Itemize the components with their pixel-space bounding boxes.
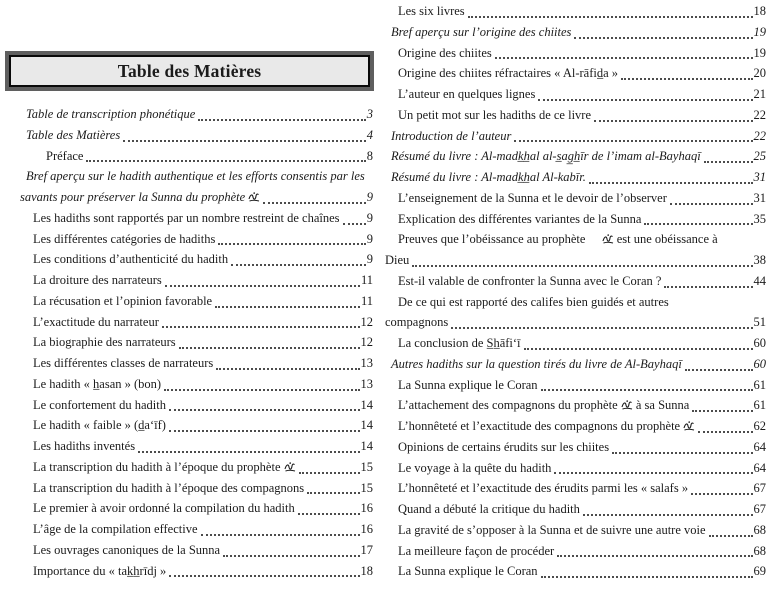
dot-leader xyxy=(698,431,752,433)
pbuh-glyph xyxy=(683,421,695,431)
toc-entry xyxy=(20,519,373,540)
toc-entry xyxy=(385,167,766,188)
toc-entry xyxy=(20,104,373,125)
page-number: 38 xyxy=(753,253,766,267)
dot-leader xyxy=(223,555,359,557)
toc-entry-title: Les différentes catégories de hadiths xyxy=(33,231,216,246)
toc-entry-title: Importance du « tak̲h̲rīdj » xyxy=(33,563,167,578)
dot-leader xyxy=(541,389,753,391)
toc-entry-title: Explication des différentes variantes de la Sunna xyxy=(398,211,642,226)
dot-leader xyxy=(495,57,753,59)
toc-entry xyxy=(385,458,766,479)
dot-leader xyxy=(538,99,752,101)
toc-entry xyxy=(20,312,373,333)
toc-entry xyxy=(20,291,373,312)
dot-leader xyxy=(704,161,753,163)
toc-entry-title: Les ouvrages canoniques de la Sunna xyxy=(33,542,221,557)
dot-leader xyxy=(299,472,360,474)
toc-title-box xyxy=(5,51,374,91)
page-number: 22 xyxy=(753,128,766,143)
toc-entry-title: Table de transcription phonétique xyxy=(26,107,196,121)
page-number: 61 xyxy=(753,398,766,413)
dot-leader xyxy=(709,535,753,537)
toc-entry xyxy=(385,333,766,354)
toc-entry xyxy=(20,478,373,499)
toc-entry xyxy=(20,332,373,353)
page-number: 4 xyxy=(366,127,373,142)
toc-entry-title: Le confortement du hadith xyxy=(33,397,166,412)
toc-entry-title: L’âge de la compilation effective xyxy=(33,522,198,536)
toc-entry xyxy=(385,478,766,499)
page-number: 25 xyxy=(753,149,766,164)
dot-leader xyxy=(216,368,359,370)
dot-leader xyxy=(179,347,360,349)
toc-entry-title: La droiture des narrateurs xyxy=(33,273,162,287)
page-number: 16 xyxy=(360,522,373,536)
toc-entry-title: La meilleure façon de procéder xyxy=(398,543,555,558)
pbuh-glyph xyxy=(248,192,260,202)
page-number: 15 xyxy=(360,459,373,474)
toc-entry xyxy=(385,63,766,84)
dot-leader xyxy=(664,286,752,288)
page-number: 19 xyxy=(753,24,766,39)
page-number: 9 xyxy=(366,190,373,204)
page-number: 16 xyxy=(360,501,373,516)
toc-entry-title: Quand a débuté la critique du hadith xyxy=(398,502,580,516)
page-number: 3 xyxy=(366,107,373,121)
dot-leader xyxy=(169,575,359,577)
dot-leader xyxy=(612,452,752,454)
dot-leader xyxy=(514,140,752,142)
dot-leader xyxy=(307,492,359,494)
toc-entry xyxy=(20,229,373,250)
page-number: 11 xyxy=(360,273,373,287)
page-number: 51 xyxy=(753,315,766,330)
toc-entry xyxy=(385,499,766,520)
toc-entry-title: L’enseignement de la Sunna et le devoir de l’observer xyxy=(398,190,667,205)
dot-leader xyxy=(169,430,360,432)
toc-entry-title: Les six livres xyxy=(398,4,465,18)
toc-entry-title: Résumé du livre : Al-madk̲h̲al Al-kabīr. xyxy=(391,170,586,184)
dot-leader xyxy=(685,369,753,371)
toc-entry-title: Dieu xyxy=(385,253,410,267)
dot-leader xyxy=(691,493,752,495)
toc-entry-title: Les conditions d’authenticité du hadith xyxy=(33,252,229,267)
toc-entry-title: La récusation et l’opinion favorable xyxy=(33,293,213,308)
dot-leader xyxy=(670,203,753,205)
dot-leader xyxy=(169,409,360,411)
page-number: 18 xyxy=(360,563,373,578)
page-number: 60 xyxy=(753,336,766,350)
toc-entry-title: L’attachement des compagnons du prophète à sa Sunna xyxy=(398,398,690,413)
toc-entry-title: Les hadiths inventés xyxy=(33,439,136,453)
page-number: 67 xyxy=(753,481,766,496)
toc-column-left xyxy=(20,104,373,581)
page-number: 62 xyxy=(753,419,766,433)
dot-leader xyxy=(692,410,752,412)
dot-leader xyxy=(162,326,360,328)
toc-entry-title: La Sunna explique le Coran xyxy=(398,377,538,392)
page-number: 8 xyxy=(366,148,373,163)
toc-entry-title: Origine des chiites xyxy=(398,45,492,60)
dot-leader xyxy=(123,140,366,142)
toc-entry-title: savants pour préserver la Sunna du prophète xyxy=(20,187,260,208)
page-number: 68 xyxy=(753,543,766,558)
dot-leader xyxy=(583,514,753,516)
page-number: 9 xyxy=(366,252,373,267)
pbuh-glyph xyxy=(284,462,296,472)
dot-leader xyxy=(164,389,359,391)
page-number: 9 xyxy=(366,210,373,225)
toc-entry xyxy=(385,395,766,416)
page-number: 17 xyxy=(360,542,373,557)
toc-entry xyxy=(385,354,766,375)
dot-leader xyxy=(621,78,752,80)
page-number: 31 xyxy=(753,190,766,205)
toc-entry xyxy=(385,146,766,167)
toc-title: Table des Matières xyxy=(9,55,370,87)
dot-leader xyxy=(218,243,365,245)
toc-entry xyxy=(20,125,373,146)
toc-entry-title: Le hadith « h̲asan » (bon) xyxy=(33,376,162,391)
toc-entry xyxy=(20,395,373,416)
dot-leader xyxy=(298,513,360,515)
dot-leader xyxy=(451,327,752,329)
toc-entry xyxy=(20,415,373,436)
toc-entry-title: Préface xyxy=(46,148,84,163)
toc-entry xyxy=(20,374,373,395)
pbuh-glyph xyxy=(621,400,633,410)
page-number: 14 xyxy=(360,439,373,453)
dot-leader xyxy=(343,223,366,225)
toc-entry xyxy=(20,166,373,208)
dot-leader xyxy=(412,265,752,267)
toc-entry-title: Bref aperçu sur l’origine des chiites xyxy=(391,24,572,39)
page-number: 35 xyxy=(753,211,766,226)
toc-entry xyxy=(385,105,766,126)
page-number: 20 xyxy=(753,66,766,81)
page-number: 12 xyxy=(360,314,373,329)
toc-column-right xyxy=(385,1,766,582)
dot-leader xyxy=(231,264,366,266)
toc-entry-title: La transcription du hadith à l’époque du prophète xyxy=(20,457,296,478)
toc-entry-title: La Sunna explique le Coran xyxy=(398,564,538,579)
toc-entry-line1: De ce qui est rapporté des califes bien guidés et autres xyxy=(398,294,669,309)
toc-entry xyxy=(385,43,766,64)
page-number: 21 xyxy=(753,87,766,101)
dot-leader xyxy=(198,119,365,121)
toc-entry-title: Un petit mot sur les hadiths de ce livre xyxy=(398,107,592,122)
toc-entry-title: Le voyage à la quête du hadith xyxy=(398,460,552,475)
dot-leader xyxy=(201,534,360,536)
toc-entry-title: La conclusion de S̲h̲āfi‘ī xyxy=(398,336,521,350)
page-number: 22 xyxy=(753,107,766,122)
page-number: 13 xyxy=(360,376,373,391)
toc-entry xyxy=(385,1,766,22)
page-number: 18 xyxy=(753,4,766,18)
dot-leader xyxy=(554,472,752,474)
page-number: 9 xyxy=(366,231,373,246)
toc-entry-title: Introduction de l’auteur xyxy=(391,128,512,143)
page-number: 64 xyxy=(753,439,766,454)
dot-leader xyxy=(594,120,752,122)
toc-entry xyxy=(385,22,766,43)
toc-entry xyxy=(20,436,373,457)
dot-leader xyxy=(557,555,752,557)
page-number: 12 xyxy=(360,335,373,350)
toc-entry xyxy=(20,270,373,291)
dot-leader xyxy=(574,37,752,39)
toc-entry xyxy=(385,541,766,562)
toc-entry-title: La biographie des narrateurs xyxy=(33,335,176,350)
toc-entry xyxy=(20,208,373,229)
dot-leader xyxy=(589,182,753,184)
toc-entry-title: L’auteur en quelques lignes xyxy=(398,87,536,101)
toc-entry xyxy=(385,126,766,147)
toc-entry-title: Est-il valable de confronter la Sunna avec le Coran ? xyxy=(398,273,662,288)
toc-entry-title: L’honnêteté et l’exactitude des érudits parmi les « salafs » xyxy=(398,481,689,496)
toc-entry xyxy=(385,437,766,458)
page-number: 14 xyxy=(360,397,373,412)
toc-entry xyxy=(385,375,766,396)
toc-entry-title: Autres hadiths sur la question tirés du livre de Al-Bayhaqī xyxy=(391,356,682,371)
page-number: 61 xyxy=(753,377,766,392)
toc-entry-title: La transcription du hadith à l’époque des compagnons xyxy=(33,480,305,495)
toc-entry-title: Le hadith « faible » (d̲a‘īf) xyxy=(33,418,166,433)
toc-entry xyxy=(20,561,373,582)
toc-entry xyxy=(385,209,766,230)
page-number: 68 xyxy=(753,522,766,537)
toc-entry xyxy=(385,188,766,209)
dot-leader xyxy=(524,348,753,350)
page-number: 11 xyxy=(360,293,373,308)
toc-entry-title: Opinions de certains érudits sur les chiites xyxy=(398,439,610,454)
toc-entry-line1: Bref aperçu sur le hadith authentique et les efforts consentis par les xyxy=(26,169,365,184)
dot-leader xyxy=(215,306,360,308)
toc-entry-title: Les hadiths sont rapportés par un nombre restreint de chaînes xyxy=(33,210,340,225)
toc-entry-title: Origine des chiites réfractaires « Al-rāfid̲a » xyxy=(398,66,619,81)
toc-entry xyxy=(385,292,766,334)
dot-leader xyxy=(138,451,359,453)
dot-leader xyxy=(468,16,753,18)
pbuh-glyph xyxy=(589,234,614,244)
toc-entry-title: Les différentes classes de narrateurs xyxy=(33,356,214,370)
toc-entry-title: compagnons xyxy=(385,315,449,330)
page-number: 19 xyxy=(753,45,766,60)
page-number: 67 xyxy=(753,502,766,516)
toc-entry xyxy=(20,457,373,478)
toc-entry xyxy=(385,561,766,582)
toc-entry xyxy=(385,416,766,437)
toc-entry-title: L’honnêteté et l’exactitude des compagnons du prophète xyxy=(385,416,695,437)
toc-entry xyxy=(385,271,766,292)
page-number: 31 xyxy=(753,170,766,184)
toc-entry-title: Table des Matières xyxy=(26,127,121,142)
page-number: 44 xyxy=(753,273,766,288)
page-number: 14 xyxy=(360,418,373,433)
page-number: 69 xyxy=(753,564,766,579)
toc-entry xyxy=(385,520,766,541)
toc-entry xyxy=(20,353,373,374)
dot-leader xyxy=(165,285,360,287)
page-number: 60 xyxy=(753,356,766,371)
toc-entry xyxy=(20,540,373,561)
toc-entry xyxy=(385,229,766,271)
page-number: 13 xyxy=(360,356,373,370)
toc-entry xyxy=(20,249,373,270)
toc-entry xyxy=(385,84,766,105)
page-number: 64 xyxy=(753,460,766,475)
dot-leader xyxy=(644,223,752,225)
toc-entry-line1: Preuves que l’obéissance au prophète est une obéissance à xyxy=(398,232,718,247)
toc-entry xyxy=(20,498,373,519)
dot-leader xyxy=(541,576,753,578)
toc-entry xyxy=(20,146,373,167)
toc-entry-title: Le premier à avoir ordonné la compilation du hadith xyxy=(33,501,295,516)
toc-entry-title: La gravité de s’opposer à la Sunna et de suivre une autre voie xyxy=(398,522,706,537)
dot-leader xyxy=(86,160,365,162)
toc-entry-title: Résumé du livre : Al-madk̲h̲al al-s̲ag̲h̲īr de l’imam al-Bayhaqī xyxy=(391,149,701,164)
page-number: 15 xyxy=(360,480,373,495)
dot-leader xyxy=(263,202,365,204)
toc-entry-title: L’exactitude du narrateur xyxy=(33,314,159,329)
